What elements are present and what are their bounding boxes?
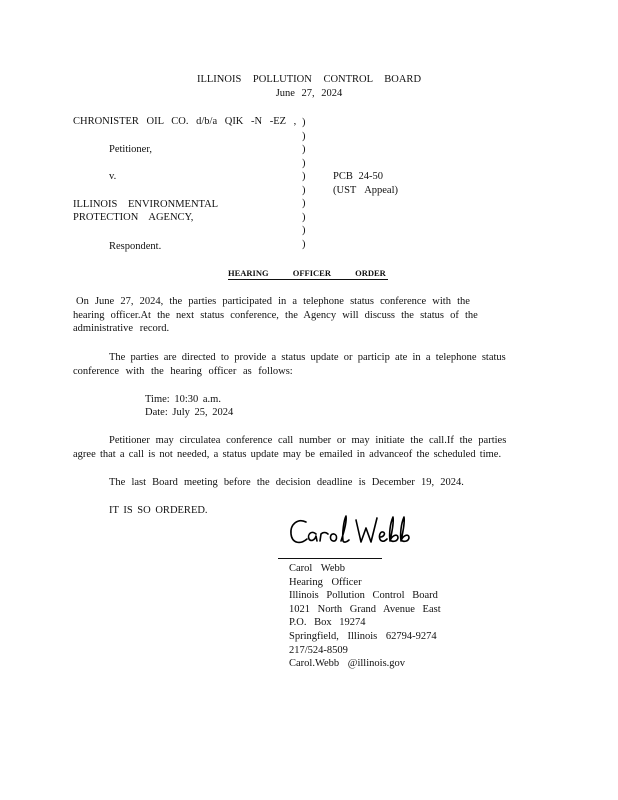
paragraph-2-line-2: conference with the hearing officer as follows: — [73, 366, 293, 377]
hearing-time: Time: 10:30 a.m. — [145, 394, 221, 405]
order-date: June 27, 2024 — [275, 88, 343, 99]
signature-po-box: P.O. Box 19274 — [289, 617, 366, 629]
paren: ) — [302, 144, 306, 155]
order-heading: HEARING OFFICER ORDER — [228, 268, 388, 280]
signature-city: Springfield, Illinois 62794-9274 — [289, 630, 437, 642]
paragraph-3-line-2: agree that a call is not needed, a status update may be emailed in advanceof the scheduled time. — [73, 449, 502, 460]
paragraph-3-line-1: Petitioner may circulatea conference call number or may initiate the call.If the parties — [109, 435, 507, 446]
paragraph-4: The last Board meeting before the decision deadline is December 19, 2024. — [109, 477, 464, 488]
paren: ) — [302, 225, 306, 236]
paragraph-1-line-2: hearing officer.At the next status conference, the Agency will discuss the status of the — [73, 310, 478, 321]
versus-label: v. — [109, 171, 117, 182]
case-number: PCB 24-50 — [333, 171, 383, 182]
hearing-date: Date: July 25, 2024 — [145, 407, 234, 418]
signature-email: Carol.Webb @illinois.gov — [289, 658, 406, 670]
respondent-name-line2: PROTECTION AGENCY, — [73, 212, 194, 223]
petitioner-role: Petitioner, — [109, 144, 153, 155]
signature-line — [278, 558, 382, 559]
paren: ) — [302, 157, 306, 169]
case-type: (UST Appeal) — [333, 185, 399, 196]
paragraph-2-line-1: The parties are directed to provide a status update or particip ate in a telephone status — [109, 352, 506, 363]
petitioner-name: CHRONISTER OIL CO. d/b/a QIK -N -EZ , — [73, 116, 297, 127]
signature-street: 1021 North Grand Avenue East — [289, 603, 441, 615]
signature-block — [289, 562, 441, 671]
paren: ) — [302, 238, 306, 250]
handwritten-signature — [286, 512, 416, 554]
paren: ) — [302, 130, 306, 142]
paragraph-5: IT IS SO ORDERED. — [109, 505, 208, 516]
paren: ) — [302, 117, 306, 128]
board-title: ILLINOIS POLLUTION CONTROL BOARD — [196, 74, 422, 85]
signature-agency: Illinois Pollution Control Board — [289, 590, 438, 602]
paren: ) — [302, 184, 306, 196]
signature-title: Hearing Officer — [289, 576, 362, 588]
signature-phone: 217/524-8509 — [289, 644, 348, 656]
caption-parentheses — [302, 116, 306, 251]
paragraph-1-line-1: On June 27, 2024, the parties participated in a telephone status conference with the — [76, 296, 470, 307]
paren: ) — [302, 171, 306, 182]
paragraph-1-line-3: administrative record. — [73, 323, 170, 334]
paren: ) — [302, 211, 306, 223]
signature-name: Carol Webb — [289, 563, 345, 574]
respondent-name-line1: ILLINOIS ENVIRONMENTAL — [73, 199, 219, 210]
paren: ) — [302, 198, 306, 209]
respondent-role: Respondent. — [109, 241, 162, 252]
